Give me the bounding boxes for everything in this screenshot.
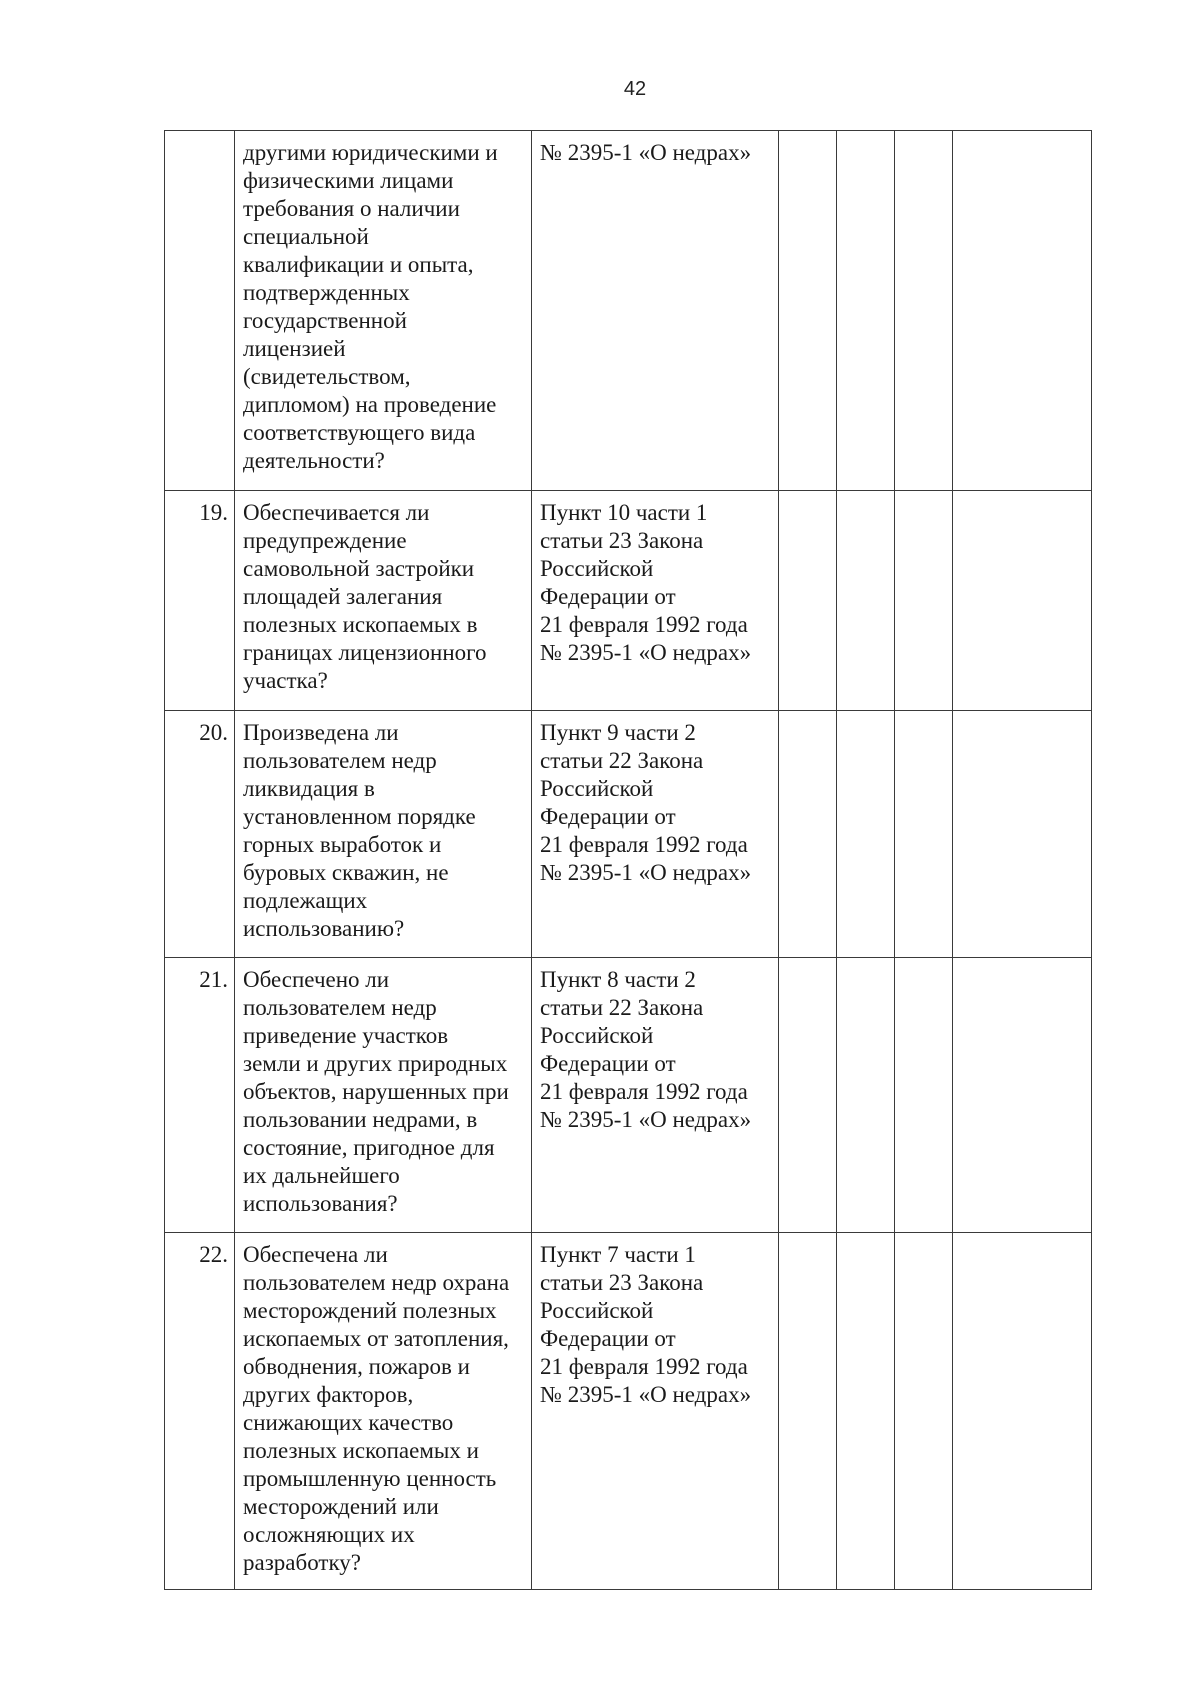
requirement-question: другими юридическими и физическими лицами требования о наличии специальной квалификации и опыта, подтвержденных государственной лицензией (свидетельством, дипломом) на проведение соответствующего вида деятельности? (235, 131, 532, 491)
note-cell (953, 131, 1092, 491)
legal-reference: Пункт 8 части 2 статьи 22 Закона Российской Федерации от 21 февраля 1992 года № 2395-1 «О недрах» (532, 958, 779, 1233)
answer-na-cell (895, 1233, 953, 1590)
legal-reference: Пункт 10 части 1 статьи 23 Закона Российской Федерации от 21 февраля 1992 года № 2395-1 «О недрах» (532, 491, 779, 711)
answer-na-cell (895, 491, 953, 711)
note-cell (953, 1233, 1092, 1590)
requirement-question: Обеспечена ли пользователем недр охрана месторождений полезных ископаемых от затопления, обводнения, пожаров и других факторов, снижающих качество полезных ископаемых и промышленную ценность месторождений или осложняющих их разработку? (235, 1233, 532, 1590)
answer-no-cell (837, 958, 895, 1233)
answer-no-cell (837, 711, 895, 958)
note-cell (953, 711, 1092, 958)
answer-yes-cell (779, 958, 837, 1233)
answer-no-cell (837, 1233, 895, 1590)
note-cell (953, 491, 1092, 711)
requirement-question: Обеспечено ли пользователем недр приведение участков земли и других природных объектов, нарушенных при пользовании недрами, в состояние, пригодное для их дальнейшего использования? (235, 958, 532, 1233)
table-row (165, 131, 1092, 491)
row-number: 22. (165, 1233, 235, 1590)
requirement-question: Произведена ли пользователем недр ликвидация в установленном порядке горных выработок и буровых скважин, не подлежащих использованию? (235, 711, 532, 958)
answer-yes-cell (779, 131, 837, 491)
note-cell (953, 958, 1092, 1233)
row-number: 19. (165, 491, 235, 711)
row-number: 21. (165, 958, 235, 1233)
answer-yes-cell (779, 711, 837, 958)
legal-reference: Пункт 9 части 2 статьи 22 Закона Российской Федерации от 21 февраля 1992 года № 2395-1 «О недрах» (532, 711, 779, 958)
answer-no-cell (837, 491, 895, 711)
legal-reference: Пункт 7 части 1 статьи 23 Закона Российской Федерации от 21 февраля 1992 года № 2395-1 «О недрах» (532, 1233, 779, 1590)
row-number (165, 131, 235, 491)
row-number: 20. (165, 711, 235, 958)
answer-na-cell (895, 131, 953, 491)
checklist-table (164, 130, 1092, 1590)
answer-no-cell (837, 131, 895, 491)
table-row (165, 958, 1092, 1233)
legal-reference: № 2395-1 «О недрах» (532, 131, 779, 491)
answer-na-cell (895, 958, 953, 1233)
answer-yes-cell (779, 491, 837, 711)
answer-na-cell (895, 711, 953, 958)
answer-yes-cell (779, 1233, 837, 1590)
table-row (165, 491, 1092, 711)
table-row (165, 1233, 1092, 1590)
requirement-question: Обеспечивается ли предупреждение самовольной застройки площадей залегания полезных ископаемых в границах лицензионного участка? (235, 491, 532, 711)
page-number: 42 (623, 78, 647, 100)
table-row (165, 711, 1092, 958)
